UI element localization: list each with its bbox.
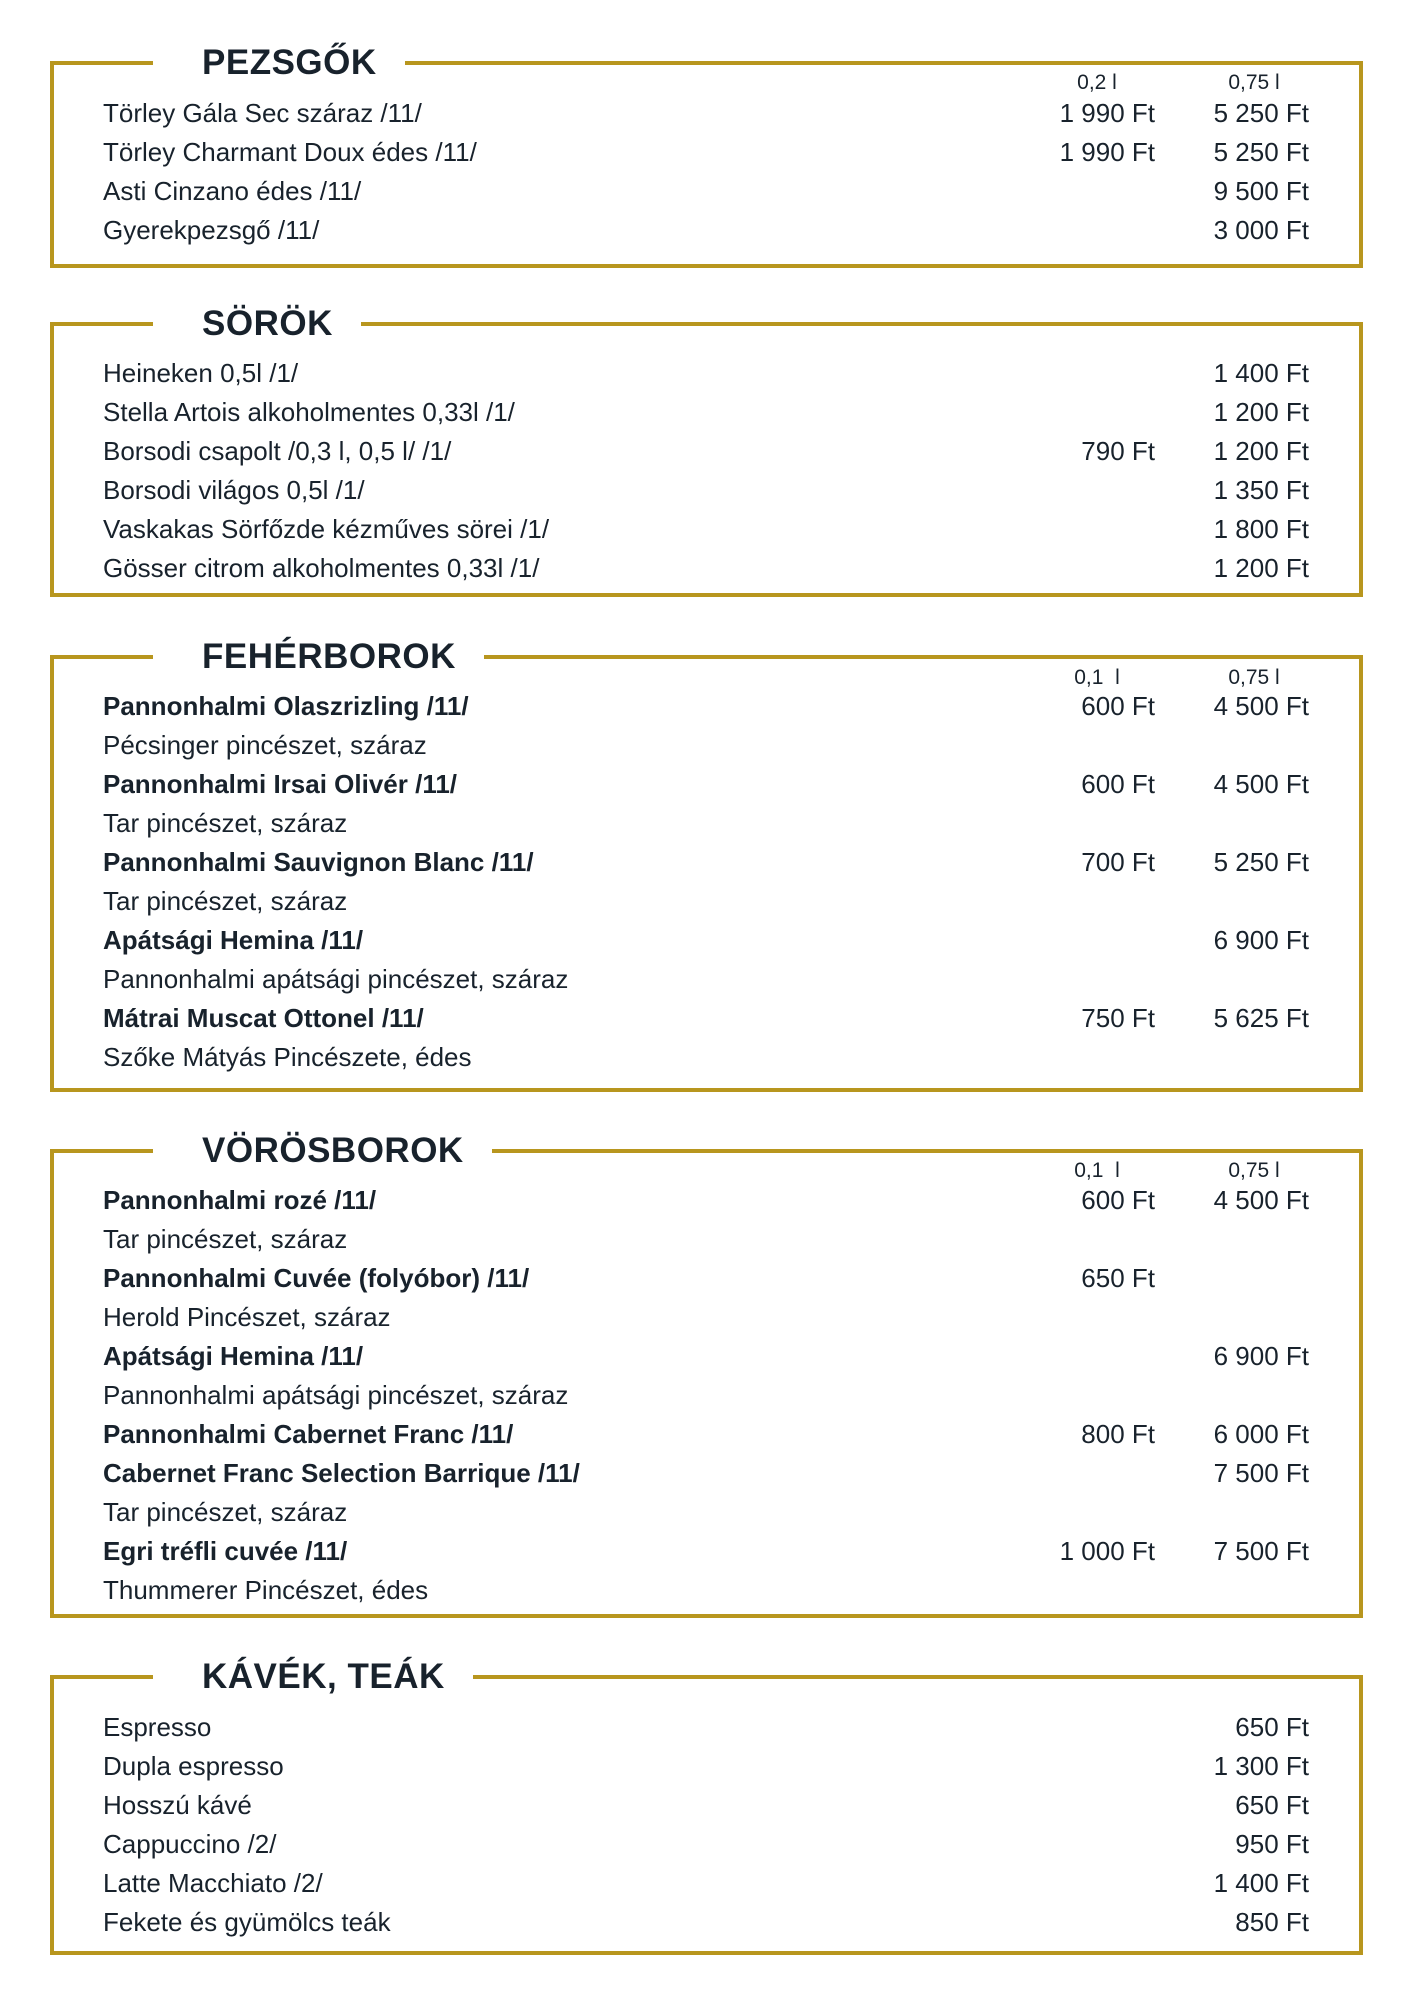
item-name: Pannonhalmi Olaszrizling /11/ — [103, 691, 469, 721]
item-price: 3 000 Ft — [1213, 215, 1309, 245]
menu-item — [103, 1337, 1313, 1376]
item-name: Apátsági Hemina /11/ — [103, 925, 364, 955]
item-name: Törley Gála Sec száraz /11/ — [103, 98, 422, 128]
section-title: VÖRÖSBOROK — [153, 1126, 492, 1176]
section-title: KÁVÉK, TEÁK — [153, 1652, 473, 1702]
item-name: Pannonhalmi Cabernet Franc /11/ — [103, 1419, 514, 1449]
item-description — [103, 1038, 1313, 1077]
item-winery: Tar pincészet, száraz — [103, 808, 348, 838]
item-description — [103, 726, 1313, 765]
item-price-bottle: 4 500 Ft — [1213, 691, 1309, 721]
menu-item — [103, 1415, 1313, 1454]
item-price-glass: 750 Ft — [1081, 1003, 1155, 1033]
menu-item — [103, 1181, 1313, 1220]
item-list — [103, 94, 1313, 250]
item-price-glass: 600 Ft — [1081, 1185, 1155, 1215]
item-price: 1 300 Ft — [1213, 1751, 1309, 1781]
item-name: Cappuccino /2/ — [103, 1829, 277, 1859]
column-header-bottle: 0,75 l — [1228, 1159, 1280, 1182]
menu-item — [103, 687, 1313, 726]
item-price: 1 200 Ft — [1213, 397, 1309, 427]
item-name: Fekete és gyümölcs teák — [103, 1907, 391, 1937]
menu-item — [103, 354, 1313, 393]
section-feherborok — [50, 637, 1363, 1092]
item-price: 1 200 Ft — [1213, 553, 1309, 583]
item-price-glass: 650 Ft — [1081, 1263, 1155, 1293]
item-list — [103, 687, 1313, 1077]
item-description — [103, 1298, 1313, 1337]
item-price-glass: 700 Ft — [1081, 847, 1155, 877]
menu-item — [103, 133, 1313, 172]
item-price: 1 800 Ft — [1213, 514, 1309, 544]
item-description — [103, 960, 1313, 999]
item-name: Egri tréfli cuvée /11/ — [103, 1536, 348, 1566]
item-price: 1 400 Ft — [1213, 358, 1309, 388]
menu-item — [103, 432, 1313, 471]
item-description — [103, 1376, 1313, 1415]
item-price-glass: 600 Ft — [1081, 769, 1155, 799]
item-name: Hosszú kávé — [103, 1790, 252, 1820]
item-price-bottle: 6 900 Ft — [1213, 1341, 1309, 1371]
menu-item — [103, 1903, 1313, 1942]
item-name: Gyerekpezsgő /11/ — [103, 215, 320, 245]
item-name: Gösser citrom alkoholmentes 0,33l /1/ — [103, 553, 540, 583]
item-price-bottle: 7 500 Ft — [1213, 1458, 1309, 1488]
menu-item — [103, 471, 1313, 510]
section-sorok — [50, 304, 1363, 597]
item-price-small: 1 990 Ft — [1059, 98, 1155, 128]
item-name: Pannonhalmi Sauvignon Blanc /11/ — [103, 847, 534, 877]
item-description — [103, 804, 1313, 843]
item-name: Apátsági Hemina /11/ — [103, 1341, 364, 1371]
item-price: 650 Ft — [1235, 1712, 1309, 1742]
item-winery: Tar pincészet, száraz — [103, 1224, 348, 1254]
item-price-bottle: 4 500 Ft — [1213, 1185, 1309, 1215]
menu-item — [103, 172, 1313, 211]
menu-item — [103, 1532, 1313, 1571]
item-winery: Szőke Mátyás Pincészete, édes — [103, 1042, 472, 1072]
menu-item — [103, 1786, 1313, 1825]
item-winery: Tar pincészet, száraz — [103, 886, 348, 916]
menu-item — [103, 921, 1313, 960]
item-price-bottle: 6 000 Ft — [1213, 1419, 1309, 1449]
item-winery: Tar pincészet, száraz — [103, 1497, 348, 1527]
item-price-glass: 800 Ft — [1081, 1419, 1155, 1449]
menu-item — [103, 1454, 1313, 1493]
column-header-glass: 0,1 l — [1074, 666, 1120, 689]
item-name: Asti Cinzano édes /11/ — [103, 176, 362, 206]
section-vorosborok — [50, 1131, 1363, 1618]
menu-item — [103, 1825, 1313, 1864]
menu-item — [103, 765, 1313, 804]
column-header-bottle: 0,75 l — [1228, 666, 1280, 689]
column-header-glass: 0,1 l — [1074, 1159, 1120, 1182]
item-list — [103, 354, 1313, 588]
item-price-bottle: 5 625 Ft — [1213, 1003, 1309, 1033]
item-name: Stella Artois alkoholmentes 0,33l /1/ — [103, 397, 515, 427]
item-price: 9 500 Ft — [1213, 176, 1309, 206]
column-header-bottle: 0,75 l — [1228, 71, 1280, 94]
item-price: 1 200 Ft — [1213, 436, 1309, 466]
item-price-bottle: 5 250 Ft — [1213, 847, 1309, 877]
item-name: Dupla espresso — [103, 1751, 284, 1781]
item-price: 5 250 Ft — [1213, 137, 1309, 167]
section-title: FEHÉRBOROK — [153, 632, 484, 682]
item-price-small: 790 Ft — [1081, 436, 1155, 466]
section-kavek-teak — [50, 1657, 1363, 1955]
item-name: Cabernet Franc Selection Barrique /11/ — [103, 1458, 580, 1488]
item-price: 650 Ft — [1235, 1790, 1309, 1820]
item-price-bottle: 7 500 Ft — [1213, 1536, 1309, 1566]
menu-item — [103, 549, 1313, 588]
item-winery: Herold Pincészet, száraz — [103, 1302, 391, 1332]
item-price-glass: 600 Ft — [1081, 691, 1155, 721]
item-winery: Pannonhalmi apátsági pincészet, száraz — [103, 964, 569, 994]
item-price: 5 250 Ft — [1213, 98, 1309, 128]
menu-item — [103, 1864, 1313, 1903]
item-name: Mátrai Muscat Ottonel /11/ — [103, 1003, 424, 1033]
section-title: PEZSGŐK — [153, 38, 405, 88]
item-name: Vaskakas Sörfőzde kézműves sörei /1/ — [103, 514, 550, 544]
section-title: SÖRÖK — [153, 299, 361, 349]
section-pezsgok — [50, 43, 1363, 268]
menu-item — [103, 510, 1313, 549]
item-price: 1 350 Ft — [1213, 475, 1309, 505]
item-price-bottle: 6 900 Ft — [1213, 925, 1309, 955]
menu-item — [103, 999, 1313, 1038]
item-price: 850 Ft — [1235, 1907, 1309, 1937]
item-price: 950 Ft — [1235, 1829, 1309, 1859]
item-description — [103, 1220, 1313, 1259]
menu-item — [103, 1708, 1313, 1747]
item-price-glass: 1 000 Ft — [1059, 1536, 1155, 1566]
menu-item — [103, 1259, 1313, 1298]
item-name: Latte Macchiato /2/ — [103, 1868, 323, 1898]
item-name: Pannonhalmi Cuvée (folyóbor) /11/ — [103, 1263, 530, 1293]
item-winery: Pécsinger pincészet, száraz — [103, 730, 427, 760]
item-price: 1 400 Ft — [1213, 1868, 1309, 1898]
item-name: Pannonhalmi Irsai Olivér /11/ — [103, 769, 458, 799]
item-name: Borsodi csapolt /0,3 l, 0,5 l/ /1/ — [103, 436, 452, 466]
menu-item — [103, 211, 1313, 250]
item-description — [103, 1493, 1313, 1532]
menu-item — [103, 393, 1313, 432]
item-winery: Pannonhalmi apátsági pincészet, száraz — [103, 1380, 569, 1410]
item-name: Espresso — [103, 1712, 212, 1742]
menu-item — [103, 94, 1313, 133]
menu-item — [103, 1747, 1313, 1786]
menu-item — [103, 843, 1313, 882]
item-name: Heineken 0,5l /1/ — [103, 358, 299, 388]
item-description — [103, 882, 1313, 921]
item-name: Borsodi világos 0,5l /1/ — [103, 475, 365, 505]
item-list — [103, 1181, 1313, 1610]
item-price-bottle: 4 500 Ft — [1213, 769, 1309, 799]
item-description — [103, 1571, 1313, 1610]
column-header-small: 0,2 l — [1077, 71, 1117, 94]
item-price-small: 1 990 Ft — [1059, 137, 1155, 167]
item-list — [103, 1708, 1313, 1942]
item-name: Pannonhalmi rozé /11/ — [103, 1185, 377, 1215]
item-name: Törley Charmant Doux édes /11/ — [103, 137, 477, 167]
item-winery: Thummerer Pincészet, édes — [103, 1575, 429, 1605]
